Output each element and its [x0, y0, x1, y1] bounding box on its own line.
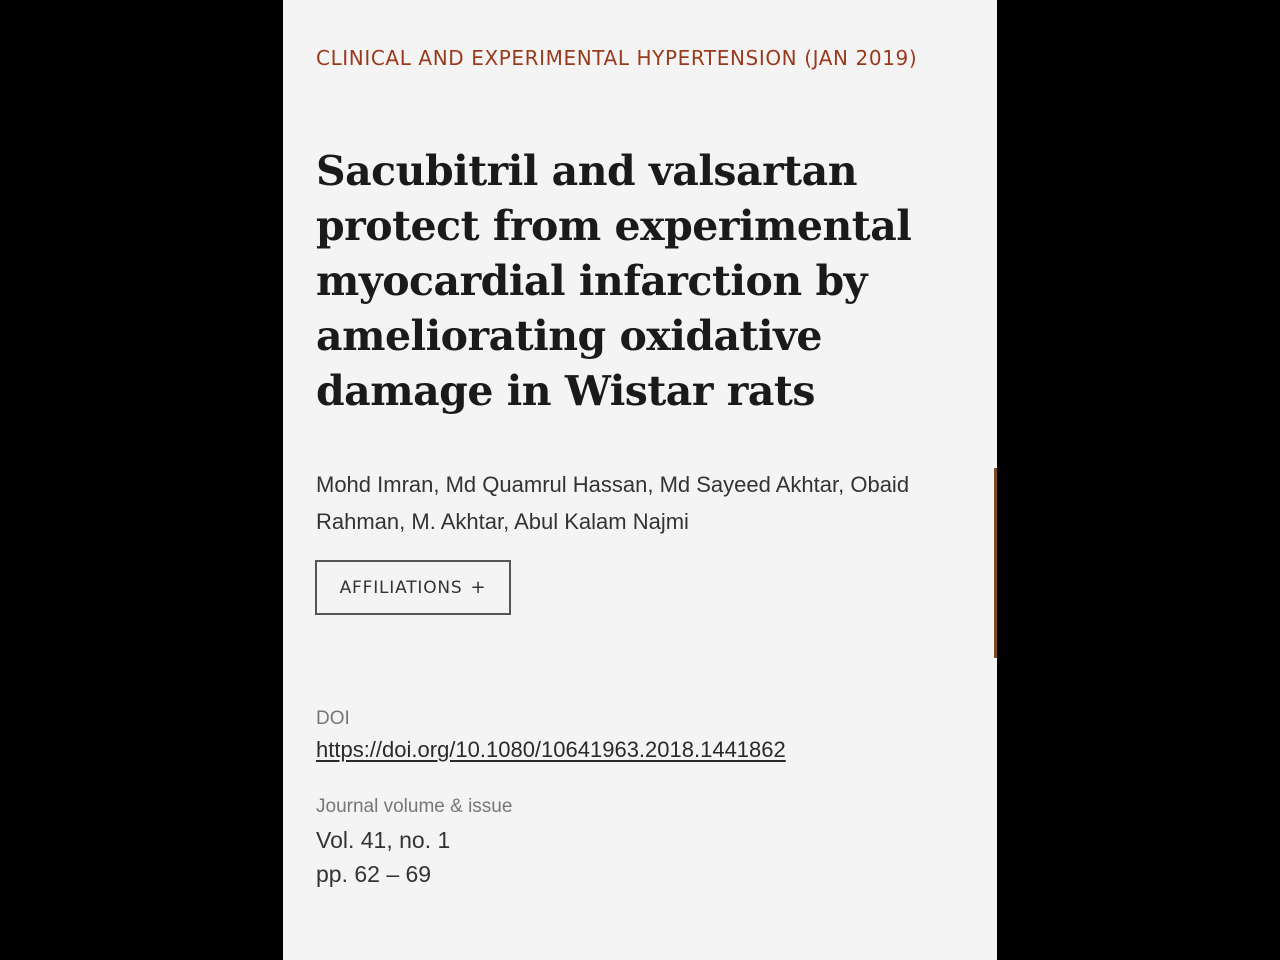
doi-link[interactable]: https://doi.org/10.1080/10641963.2018.1441862	[316, 737, 786, 762]
author-list: Mohd Imran, Md Quamrul Hassan, Md Sayeed Akhtar, Obaid Rahman, M. Akhtar, Abul Kalam Najmi	[316, 472, 910, 534]
volume-issue-label: Journal volume & issue	[316, 796, 513, 817]
article-title: Sacubitril and valsartan protect from experimental myocardial infarction by ameliorating oxidative damage in Wistar rats	[316, 147, 912, 415]
article-card	[283, 0, 997, 960]
page-range: pp. 62 – 69	[316, 861, 432, 887]
volume-issue-value: Vol. 41, no. 1	[316, 827, 451, 853]
journal-name[interactable]: CLINICAL AND EXPERIMENTAL HYPERTENSION (JAN 2019)	[316, 46, 918, 70]
affiliations-button[interactable]	[315, 560, 511, 615]
plus-icon: +	[470, 577, 487, 598]
scroll-edge-accent	[994, 468, 997, 658]
doi-label: DOI	[316, 708, 350, 729]
affiliations-label: AFFILIATIONS	[339, 577, 463, 598]
